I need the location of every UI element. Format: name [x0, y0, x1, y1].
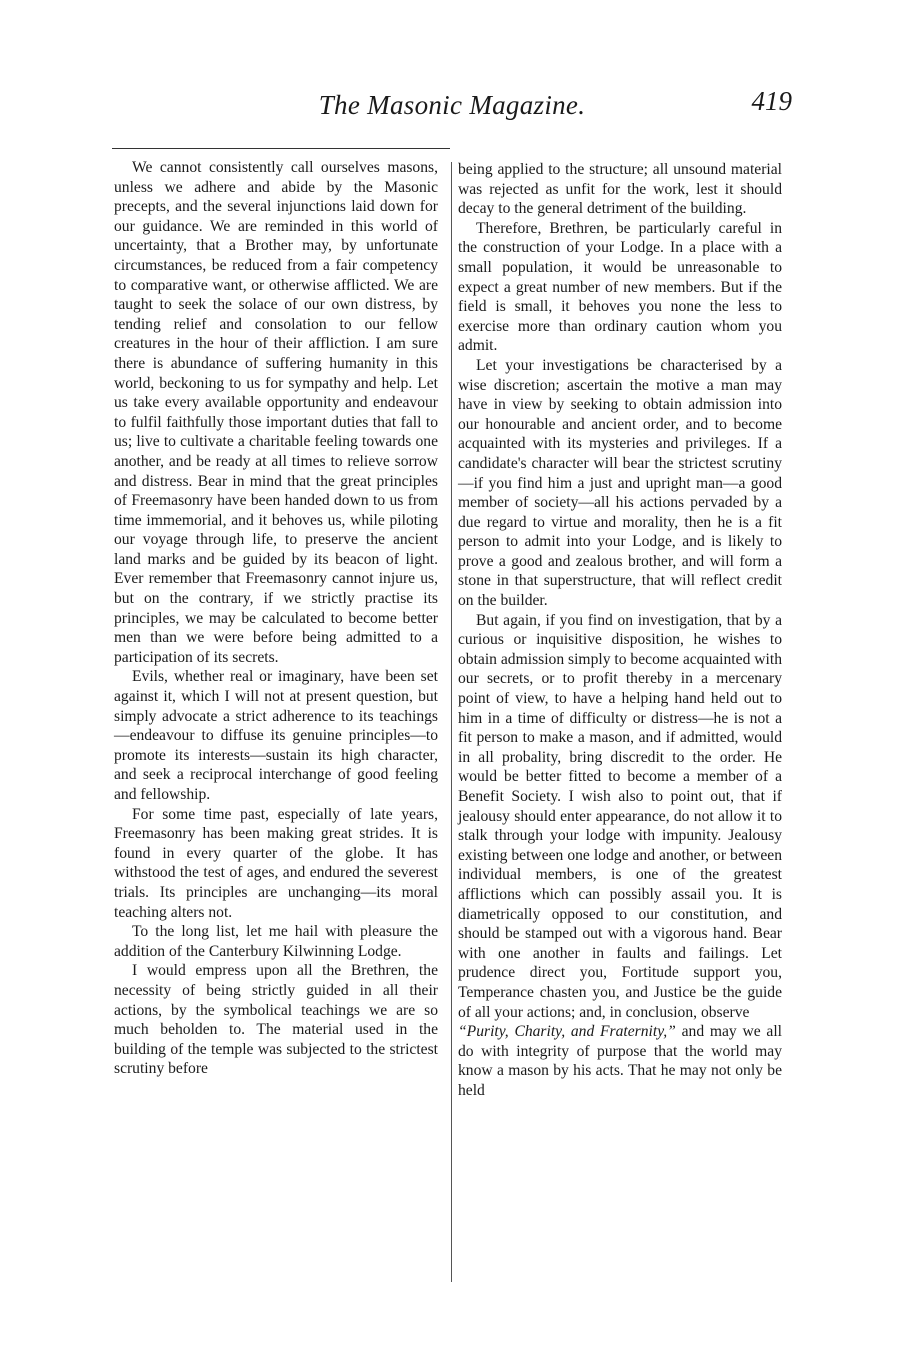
page-number: 419 — [751, 86, 792, 116]
running-title: The Masonic Magazine. — [318, 90, 586, 120]
closing-paragraph — [458, 1022, 782, 1100]
paragraph: Evils, whether real or imaginary, have been set against it, which I will not at present question, but simply advocate a strict adherence to its teachings—endeavour to diffuse its genuine principles—to promote its interests—sustain its high character, and seek a reciprocal interchange of good feeling and fellowship. — [114, 668, 438, 803]
paragraph: I would empress upon all the Brethren, the necessity of being strictly guided in all their actions, by the symbolical teachings we are so much beholden to. The material used in the building of the temple was subjected to the strictest scrutiny before — [114, 962, 438, 1078]
right-column — [458, 160, 782, 1101]
motto-quote: “Purity, Charity, and Fraternity,” — [458, 1023, 676, 1041]
continued-paragraph: being applied to the structure; all unsound material was rejected as unfit for the work, lest it should decay to the general detriment of the building. — [458, 161, 782, 218]
paragraph: We cannot consistently call ourselves masons, unless we adhere and abide by the Masonic precepts, and the several injunctions laid down for our guidance. We are reminded in this world of uncertainty, that a Brother may, by unfortunate circumstances, be reduced from a fair competency to comparative want, or otherwise afflicted. We are taught to seek the solace of our own distress, by tending relief and consolation to our fellow creatures in the hour of their affliction. I am sure there is abundance of suffering humanity in this world, beckoning to us for sympathy and help. Let us take every available opportunity and endeavour to fulfil faithfully those important duties that fall to us; live to cultivate a charitable feeling towards one another, and be ready at all times to relieve sorrow and distress. Bear in mind that the great principles of Freemasonry have been handed down to us from time immemorial, and it behoves us, while piloting our voyage through life, to preserve the ancient land marks and be guided by its beacon of light. Ever remember that Freemasonry cannot injure us, but on the contrary, if we strictly practise its principles, we may be calculated to become better men than we were before being admitted to a participation of its secrets. — [114, 159, 438, 666]
closing-text: and may we all do with integrity of purpose that the world may know a mason by his acts. That he may not only be held — [458, 1023, 782, 1099]
paragraph: To the long list, let me hail with pleasure the addition of the Canterbury Kilwinning Lodge. — [114, 923, 438, 960]
column-divider — [451, 162, 452, 1282]
paragraph: Let your investigations be characterised by a wise discretion; ascertain the motive a man may have in view by seeking to obtain admission into our honourable and ancient order, and to become acquainted with its mysteries and privileges. If a candidate's character will bear the strictest scrutiny—if you find him a just and upright man—a good member of society—all his actions pervaded by a due regard to virtue and morality, then he is a fit person to admit into your Lodge, and is likely to prove a good and zealous brother, and will form a stone in that superstructure, that will reflect credit on the builder. — [458, 356, 782, 610]
page-header — [112, 86, 792, 126]
left-column — [114, 158, 438, 1079]
paragraph: Therefore, Brethren, be particularly careful in the construction of your Lodge. In a place with a small population, it would be unreasonable to expect a great number of new members. But if the field is small, it behoves you none the less to exercise more than ordinary caution whom you admit. — [458, 219, 782, 355]
paragraph: For some time past, especially of late years, Freemasonry has been making great strides. It is found in every quarter of the globe. It has withstood the test of ages, and endured the severest trials. Its principles are unchanging—its moral teaching alters not. — [114, 805, 438, 921]
header-rule — [112, 148, 450, 149]
paragraph: But again, if you find on investigation, that by a curious or inquisitive disposition, he wishes to obtain admission simply to become acquainted with our secrets, or to profit thereby in a mercenary point of view, to have a helping hand held out to him in a time of difficulty or distress—he is not a fit person to make a mason, and if admitted, would in all probality, bring discredit to the order. He would be better fitted to become a member of a Benefit Society. I wish also to point out, that if jealousy should enter appearance, do not allow it to stalk through your lodge with impunity. Jealousy existing between one lodge and another, or between individual members, is one of the greatest afflictions which can possibly assail you. It is diametrically opposed to our constitution, and should be stamped out with a vigorous hand. Bear with one another in faults and failings. Let prudence direct you, Fortitude support you, Temperance chasten you, and Justice be the guide of all your actions; and, in conclusion, observe — [458, 611, 782, 1021]
